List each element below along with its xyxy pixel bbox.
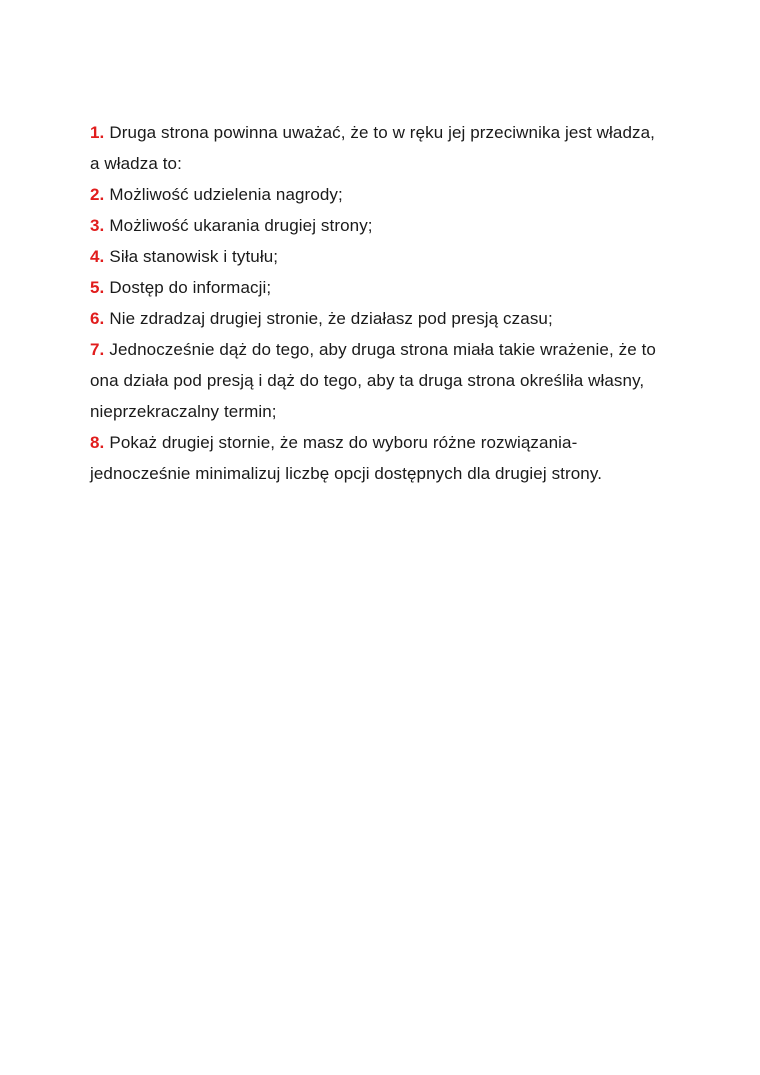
list-item-7 [90, 334, 666, 427]
text-block [90, 117, 666, 489]
item-text: Druga strona powinna uważać, że to w ręku jej przeciwnika jest władza, a władza to: [90, 123, 655, 173]
item-number: 6. [90, 309, 105, 328]
list-item-6 [90, 303, 666, 334]
item-number: 7. [90, 340, 105, 359]
item-text: Nie zdradzaj drugiej stronie, że działasz pod presją czasu; [109, 309, 553, 328]
list-item-1 [90, 117, 666, 179]
item-number: 8. [90, 433, 105, 452]
item-text: Możliwość ukarania drugiej strony; [109, 216, 373, 235]
item-number: 1. [90, 123, 105, 142]
list-item-4 [90, 241, 666, 272]
item-number: 3. [90, 216, 105, 235]
list-item-8 [90, 427, 666, 489]
item-number: 2. [90, 185, 105, 204]
item-text: Możliwość udzielenia nagrody; [109, 185, 343, 204]
list-item-5 [90, 272, 666, 303]
item-text: Siła stanowisk i tytułu; [109, 247, 279, 266]
list-item-3 [90, 210, 666, 241]
item-number: 4. [90, 247, 105, 266]
item-text: Pokaż drugiej stornie, że masz do wyboru różne rozwiązania- jednocześnie minimalizuj liczbę opcji dostępnych dla drugiej strony. [90, 433, 603, 483]
item-text: Dostęp do informacji; [109, 278, 272, 297]
item-number: 5. [90, 278, 105, 297]
list-item-2 [90, 179, 666, 210]
item-text: Jednocześnie dąż do tego, aby druga strona miała takie wrażenie, że to ona działa pod presją i dąż do tego, aby ta druga strona określiła własny, nieprzekraczalny termin; [90, 340, 656, 421]
